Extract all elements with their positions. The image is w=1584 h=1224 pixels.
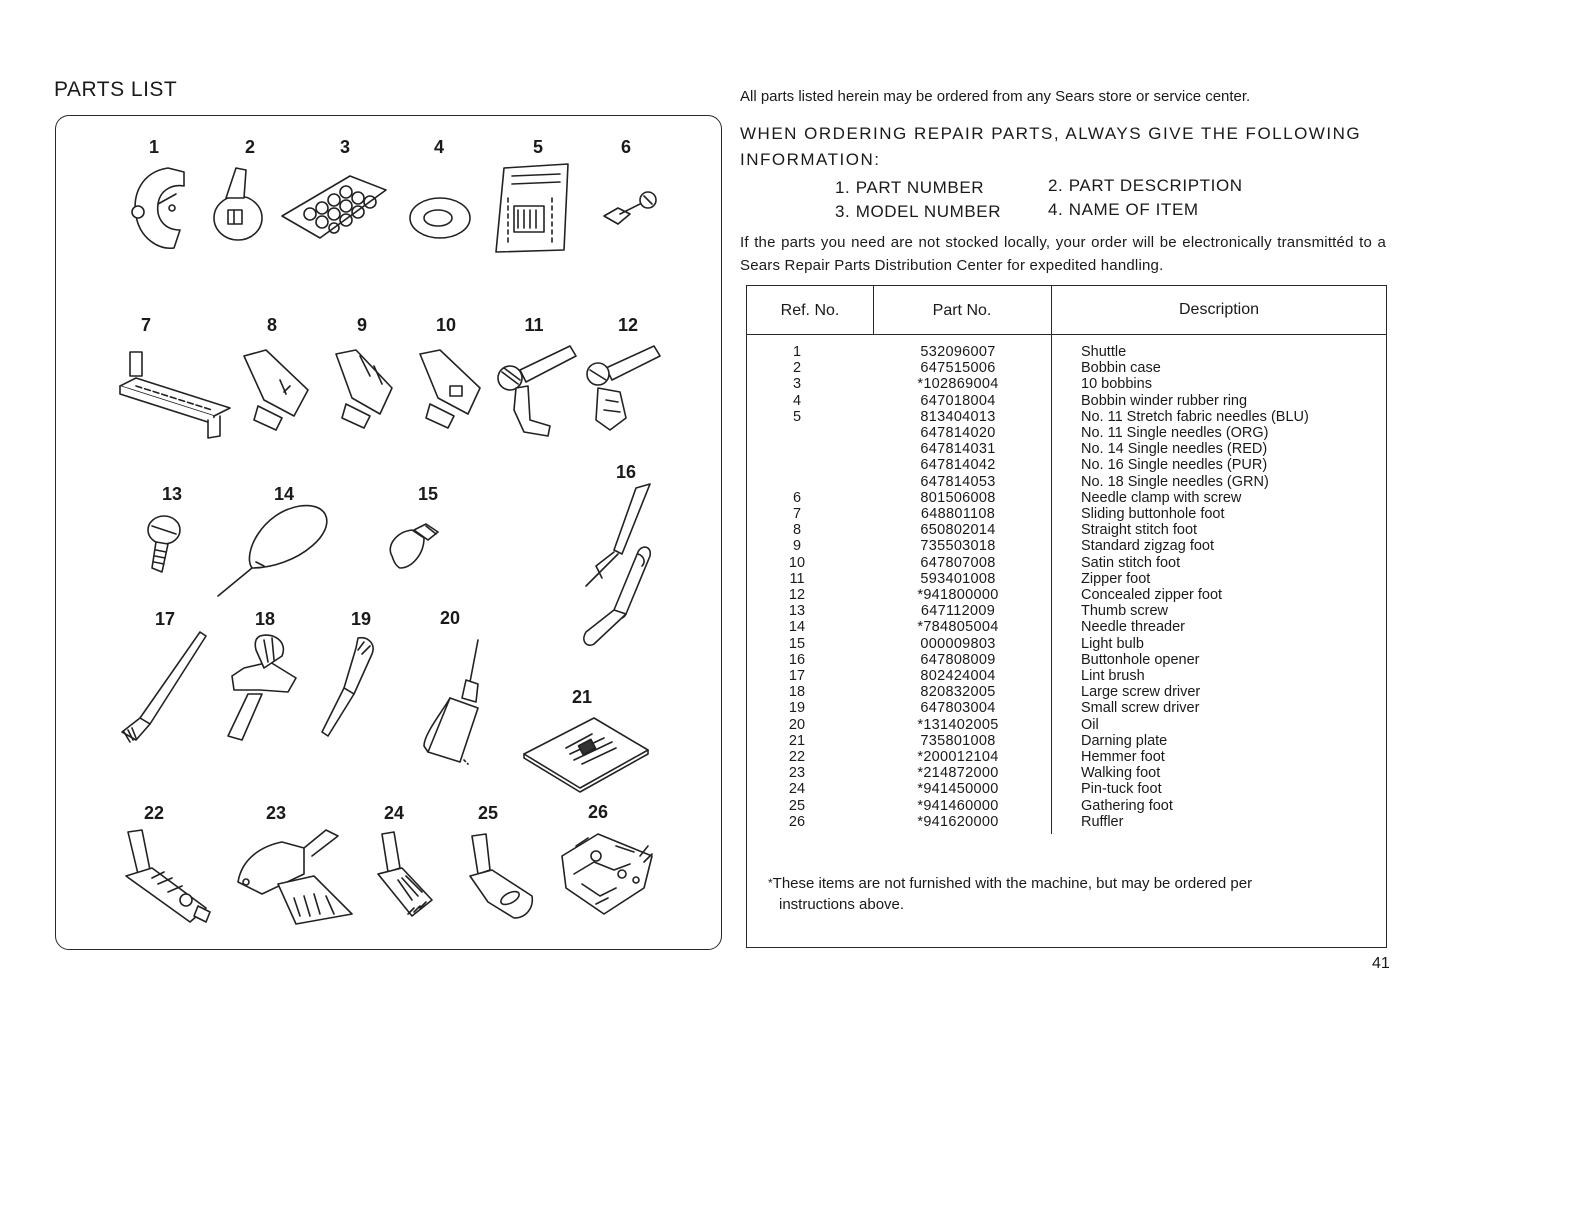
ref-number-cell: 11 — [789, 570, 805, 587]
part-number-cell: *941620000 — [917, 813, 999, 830]
figure-number: 23 — [265, 803, 287, 823]
table-row — [747, 781, 1386, 797]
ordering-item: 1. PART NUMBER — [835, 178, 985, 197]
figure-number: 11 — [524, 315, 544, 335]
figure-number: 4 — [433, 137, 445, 157]
table-row — [747, 490, 1386, 506]
ref-number-cell: 23 — [788, 765, 806, 782]
description-cell: Concealed zipper foot — [1081, 587, 1223, 603]
lint-brush-illustration — [116, 628, 208, 744]
table-row — [747, 409, 1386, 425]
zigzag-foot-illustration — [330, 346, 396, 432]
description-cell: Bobbin case — [1081, 360, 1161, 377]
description-cell: Oil — [1081, 716, 1099, 733]
figure-number: 19 — [350, 609, 372, 629]
ref-number-cell: 3 — [792, 376, 802, 393]
table-row — [747, 814, 1386, 830]
figure-number: 7 — [140, 315, 152, 335]
description-cell: Hemmer foot — [1081, 749, 1165, 765]
description-cell: Pin-tuck foot — [1081, 781, 1162, 798]
description-cell: No. 16 Single needles (PUR) — [1081, 457, 1268, 474]
part-number-cell: 647814020 — [920, 425, 996, 441]
light-bulb-illustration — [384, 516, 448, 576]
ref-number-cell: 13 — [788, 603, 806, 620]
ref-number-cell: 1 — [792, 344, 802, 360]
ref-number-cell: 10 — [788, 554, 806, 571]
table-row — [747, 393, 1386, 409]
part-number-cell: 647808009 — [920, 651, 996, 668]
ref-number-cell: 22 — [788, 749, 806, 765]
figure-number: 3 — [339, 137, 351, 157]
table-row — [747, 652, 1386, 668]
part-number-cell: *941450000 — [917, 781, 999, 798]
figure-number: 9 — [356, 315, 368, 335]
ref-number-cell: 8 — [792, 522, 802, 539]
part-number-cell: 820832005 — [920, 684, 996, 701]
bobbins-pack-illustration — [280, 172, 388, 242]
part-number-cell: *784805004 — [917, 619, 999, 636]
part-number-cell: 647814053 — [920, 473, 996, 490]
ref-number-cell: 7 — [792, 506, 802, 522]
description-cell: Needle clamp with screw — [1081, 489, 1242, 506]
figure-number: 5 — [532, 137, 544, 157]
ref-number-cell: 26 — [788, 813, 806, 830]
description-cell: Darning plate — [1081, 732, 1168, 749]
description-cell: Thumb screw — [1081, 603, 1169, 620]
part-number-cell: 647515006 — [920, 360, 996, 377]
part-number-cell: *200012104 — [917, 749, 999, 765]
description-cell: No. 18 Single needles (GRN) — [1081, 473, 1269, 490]
part-number-cell: 647814031 — [920, 441, 996, 458]
ref-number-cell: 24 — [788, 781, 806, 798]
description-cell: Buttonhole opener — [1081, 651, 1200, 668]
column-divider — [873, 286, 874, 334]
ref-number-cell: 16 — [788, 651, 806, 668]
figure-number: 12 — [617, 315, 639, 335]
walking-foot-illustration — [234, 826, 358, 930]
darning-plate-illustration — [522, 712, 650, 792]
description-cell: Straight stitch foot — [1081, 522, 1198, 539]
part-number-cell: 801506008 — [920, 489, 996, 506]
part-number-cell: 532096007 — [920, 344, 996, 360]
table-row — [747, 619, 1386, 635]
parts-table — [746, 285, 1387, 948]
table-row — [747, 506, 1386, 522]
ordering-item: 3. MODEL NUMBER — [835, 202, 1002, 221]
footnote-line: instructions above. — [779, 896, 905, 913]
column-header-ref: Ref. No. — [780, 302, 840, 319]
part-number-cell: 735503018 — [920, 538, 996, 555]
bobbin-case-illustration — [208, 164, 268, 244]
needle-clamp-illustration — [600, 190, 666, 234]
buttonhole-foot-illustration — [116, 346, 234, 442]
table-header — [747, 286, 1386, 335]
ref-number-cell: 17 — [788, 668, 806, 684]
ref-number-cell: 25 — [788, 797, 806, 814]
figure-number: 21 — [571, 687, 593, 707]
table-row — [747, 571, 1386, 587]
satin-stitch-foot-illustration — [414, 346, 484, 432]
description-cell: Small screw driver — [1081, 700, 1200, 717]
table-row — [747, 700, 1386, 716]
description-cell: Satin stitch foot — [1081, 554, 1181, 571]
ordering-heading: WHEN ORDERING REPAIR PARTS, ALWAYS GIVE THE FOLLOWING INFORMATION: — [740, 124, 1362, 169]
ref-number-cell: 15 — [788, 635, 806, 652]
part-number-cell: 000009803 — [920, 635, 996, 652]
figure-number: 25 — [477, 803, 499, 823]
pin-tuck-foot-illustration — [374, 828, 436, 920]
figure-number: 2 — [244, 137, 256, 157]
figure-number: 14 — [273, 484, 295, 504]
description-cell: Sliding buttonhole foot — [1081, 506, 1225, 522]
table-row — [747, 441, 1386, 457]
figure-number: 20 — [439, 608, 461, 628]
description-cell: Shuttle — [1081, 344, 1127, 360]
table-row — [747, 522, 1386, 538]
description-cell: No. 11 Stretch fabric needles (BLU) — [1081, 408, 1309, 425]
table-row — [747, 603, 1386, 619]
table-row — [747, 360, 1386, 376]
page-number: 41 — [1372, 955, 1390, 972]
rubber-ring-illustration — [408, 196, 472, 240]
column-header-part: Part No. — [932, 302, 992, 319]
thumb-screw-illustration — [142, 510, 188, 576]
concealed-zipper-foot-illustration — [580, 340, 664, 440]
figure-number: 18 — [254, 609, 276, 629]
figure-number: 1 — [148, 137, 160, 157]
footnote — [768, 873, 1368, 915]
footnote-marker: * — [768, 876, 773, 890]
intro-text: All parts listed herein may be ordered from any Sears store or service center. — [740, 88, 1251, 105]
figure-number: 15 — [417, 484, 439, 504]
part-number-cell: 802424004 — [920, 668, 996, 684]
zipper-foot-illustration — [490, 340, 578, 440]
part-number-cell: 593401008 — [920, 570, 996, 587]
description-cell: No. 14 Single needles (RED) — [1081, 441, 1268, 458]
part-number-cell: *131402005 — [917, 716, 999, 733]
ref-number-cell: 4 — [792, 392, 802, 409]
ref-number-cell: 18 — [788, 684, 806, 701]
figure-number: 24 — [383, 803, 405, 823]
ref-number-cell: 14 — [788, 619, 806, 636]
figure-number: 6 — [620, 137, 632, 157]
gathering-foot-illustration — [466, 830, 538, 922]
part-number-cell: 647018004 — [920, 392, 996, 409]
shuttle-illustration — [128, 164, 192, 256]
part-number-cell: 647814042 — [920, 457, 996, 474]
part-number-cell: *941460000 — [917, 797, 999, 814]
figure-number: 8 — [266, 315, 278, 335]
table-row — [747, 765, 1386, 781]
table-row — [747, 425, 1386, 441]
description-cell: Zipper foot — [1081, 570, 1151, 587]
footnote-line: These items are not furnished with the machine, but may be ordered per — [772, 875, 1253, 892]
buttonhole-opener-illustration — [566, 482, 660, 650]
ref-number-cell: 2 — [792, 360, 802, 377]
description-cell: Ruffler — [1081, 813, 1124, 830]
needle-threader-illustration — [212, 502, 336, 598]
description-cell: 10 bobbins — [1081, 376, 1152, 393]
description-cell: Gathering foot — [1081, 797, 1173, 814]
ref-number-cell: 5 — [792, 408, 802, 425]
oil-bottle-illustration — [416, 636, 492, 776]
figure-number: 13 — [161, 484, 183, 504]
description-cell: Standard zigzag foot — [1081, 538, 1215, 555]
part-number-cell: 650802014 — [920, 522, 996, 539]
page-title: PARTS LIST — [54, 78, 178, 101]
straight-stitch-foot-illustration — [238, 346, 312, 432]
table-row — [747, 749, 1386, 765]
table-row — [747, 668, 1386, 684]
table-row — [747, 684, 1386, 700]
ref-number-cell: 9 — [792, 538, 802, 555]
availability-note: If the parts you need are not stocked locally, your order will be electronically transmittéd to a Sears Repair Parts Distribution Center for expedited handling. — [740, 234, 1386, 274]
table-row — [747, 376, 1386, 392]
description-cell: Lint brush — [1081, 668, 1145, 684]
figure-number: 17 — [154, 609, 176, 629]
table-row — [747, 636, 1386, 652]
figure-number: 22 — [143, 803, 165, 823]
table-row — [747, 717, 1386, 733]
figure-number: 10 — [435, 315, 457, 335]
ref-number-cell: 6 — [792, 489, 802, 506]
ordering-item: 2. PART DESCRIPTION — [1048, 176, 1243, 195]
large-screwdriver-illustration — [222, 628, 306, 746]
ordering-item: 4. NAME OF ITEM — [1048, 200, 1199, 219]
part-number-cell: *941800000 — [917, 587, 999, 603]
column-header-description: Description — [1178, 301, 1260, 318]
part-number-cell: 647112009 — [920, 603, 996, 620]
description-cell: Bobbin winder rubber ring — [1081, 392, 1248, 409]
table-row — [747, 344, 1386, 360]
small-screwdriver-illustration — [318, 634, 380, 740]
ref-number-cell: 19 — [788, 700, 806, 717]
description-cell: No. 11 Single needles (ORG) — [1081, 425, 1269, 441]
table-row — [747, 798, 1386, 814]
table-row — [747, 733, 1386, 749]
description-cell: Large screw driver — [1081, 684, 1201, 701]
ref-number-cell: 12 — [788, 587, 806, 603]
hemmer-foot-illustration — [118, 826, 218, 926]
part-number-cell: *214872000 — [917, 765, 999, 782]
table-row — [747, 555, 1386, 571]
part-number-cell: 647803004 — [920, 700, 996, 717]
description-cell: Needle threader — [1081, 619, 1185, 636]
table-row — [747, 457, 1386, 473]
description-cell: Walking foot — [1081, 765, 1161, 782]
ruffler-illustration — [556, 826, 660, 922]
part-number-cell: *102869004 — [917, 376, 999, 393]
ref-number-cell: 21 — [788, 732, 806, 749]
figure-number: 16 — [615, 462, 637, 482]
part-number-cell: 648801108 — [920, 506, 996, 522]
table-row — [747, 474, 1386, 490]
ref-number-cell: 20 — [788, 716, 806, 733]
table-row — [747, 538, 1386, 554]
figure-number: 26 — [587, 802, 609, 822]
part-number-cell: 735801008 — [920, 732, 996, 749]
description-cell: Light bulb — [1081, 635, 1144, 652]
part-number-cell: 647807008 — [920, 554, 996, 571]
part-number-cell: 813404013 — [920, 408, 996, 425]
table-row — [747, 587, 1386, 603]
needle-pack-illustration — [492, 162, 572, 256]
